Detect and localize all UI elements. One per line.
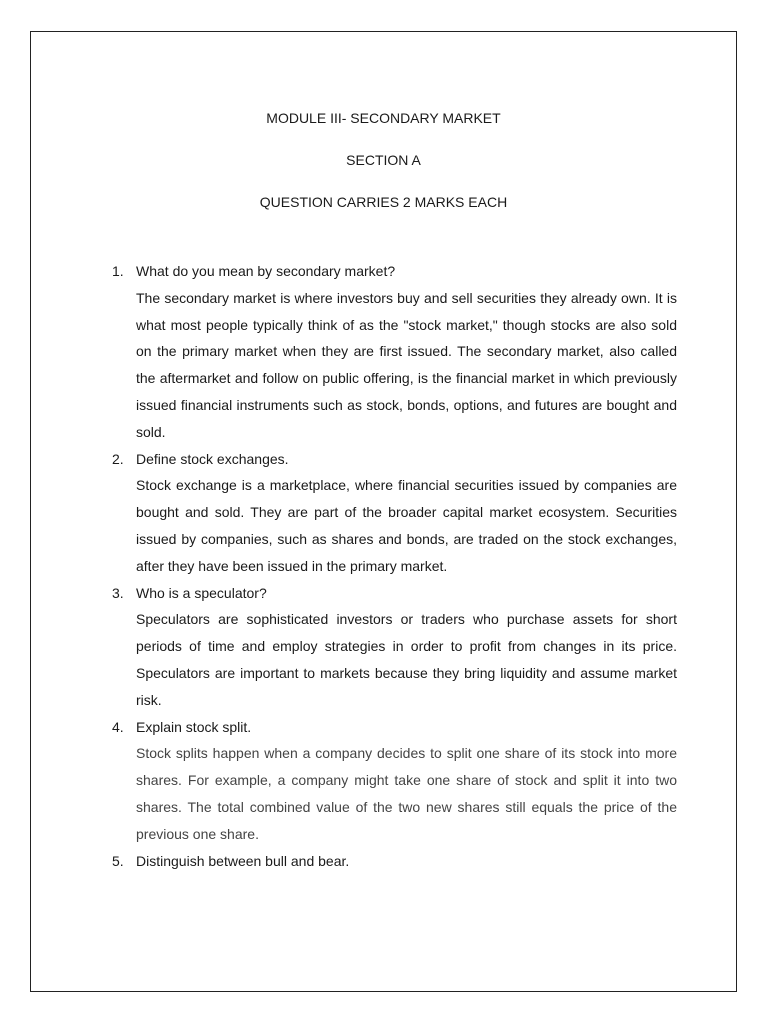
answer-text: Speculators are sophisticated investors or traders who purchase assets for short periods of time and employ strategies in order to profit from changes in its price. Speculators are important to markets because they bring liquidity and assume market risk. (136, 611, 677, 708)
question-number: 3. (112, 584, 124, 601)
question-item-5 (0, 848, 768, 875)
question-text: Who is a speculator? (136, 584, 267, 601)
question-number: 5. (112, 852, 124, 869)
question-list (0, 258, 768, 874)
module-title: MODULE III- SECONDARY MARKET (266, 110, 501, 126)
question-item-1 (0, 258, 768, 446)
question-number: 4. (112, 718, 124, 735)
question-text: Distinguish between bull and bear. (136, 852, 350, 869)
question-number: 2. (112, 450, 124, 467)
question-item-2 (0, 446, 768, 580)
question-item-3 (0, 580, 768, 714)
question-number: 1. (112, 263, 124, 279)
answer-text: Stock splits happen when a company decides to split one share of its stock into more shares. For example, a company might take one share of stock and split it into two shares. The total combined value of the two new shares still equals the price of the previous one share. (136, 745, 677, 842)
answer-text: Stock exchange is a marketplace, where financial securities issued by companies are bought and sold. They are part of the broader capital market ecosystem. Securities issued by companies, such as shares and bonds, are traded on the stock exchanges, after they have been issued in the primary market. (136, 477, 677, 574)
question-text: What do you mean by secondary market? (136, 263, 396, 279)
question-text: Explain stock split. (136, 718, 252, 735)
section-title: SECTION A (346, 152, 421, 168)
marks-instruction: QUESTION CARRIES 2 MARKS EACH (259, 194, 508, 210)
question-text: Define stock exchanges. (136, 450, 289, 467)
answer-text: The secondary market is where investors buy and sell securities they already own. It is what most people typically think of as the "stock market," though stocks are also sold on the primary market when they are first issued. The secondary market, also called the aftermarket and follow on public offering, is the financial market in which previously issued financial instruments such as stock, bonds, options, and futures are bought and sold. (136, 289, 677, 440)
question-item-4 (0, 714, 768, 848)
